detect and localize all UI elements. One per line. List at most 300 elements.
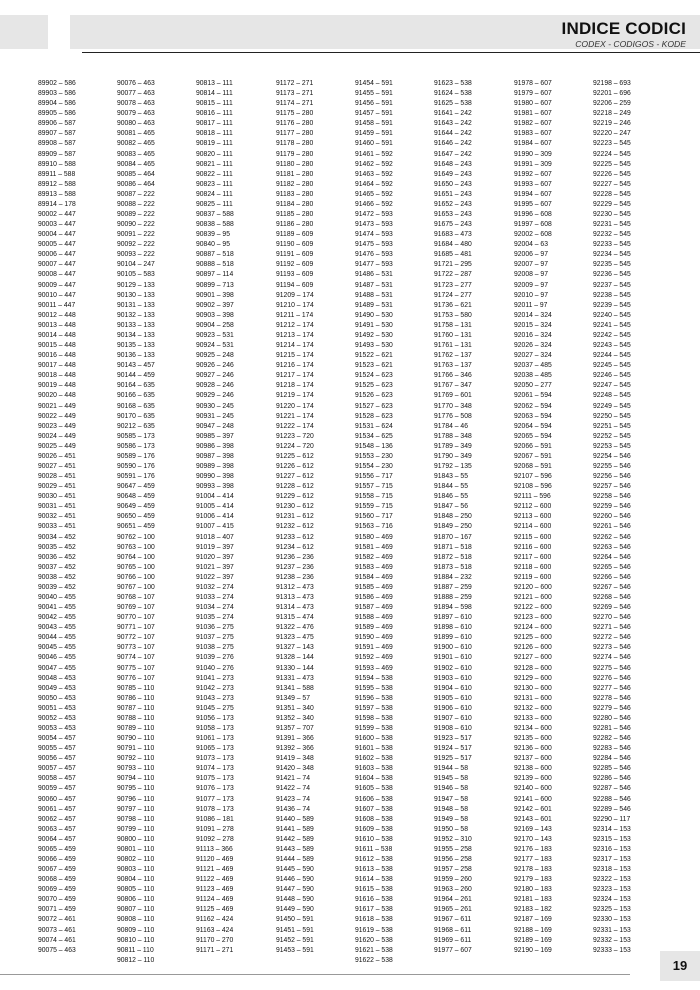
- index-entry: 91849 – 250: [434, 521, 472, 531]
- index-entry: 90786 – 110: [117, 692, 155, 702]
- index-entry: 90807 – 110: [117, 904, 155, 914]
- index-entry: 91392 – 366: [276, 743, 314, 753]
- index-entry: 90770 – 107: [117, 612, 155, 622]
- index-entry: 90789 – 110: [117, 723, 155, 732]
- index-entry: 91611 – 538: [355, 843, 393, 853]
- index-entry: 92245 – 545: [593, 360, 631, 370]
- index-entry: 91341 – 588: [276, 682, 314, 692]
- index-entry: 90019 – 448: [38, 380, 76, 390]
- index-entry: 91419 – 348: [276, 753, 314, 763]
- index-entry: 91977 – 607: [434, 944, 472, 954]
- index-entry: 91620 – 538: [355, 934, 393, 944]
- index-entry: 90015 – 448: [38, 340, 76, 350]
- index-entry: 92139 – 600: [514, 773, 552, 783]
- index-entry: 92236 – 545: [593, 269, 631, 279]
- index-entry: 91455 – 591: [355, 88, 393, 98]
- index-entry: 91473 – 593: [355, 219, 393, 229]
- index-entry: 91590 – 469: [355, 632, 393, 642]
- index-entry: 91887 – 259: [434, 581, 472, 591]
- index-entry: 92112 – 600: [514, 501, 552, 511]
- index-entry: 92176 – 183: [514, 843, 552, 853]
- index-entry: 91019 – 397: [196, 541, 234, 551]
- index-entry: 91601 – 538: [355, 743, 393, 753]
- index-entry: 92241 – 545: [593, 319, 631, 329]
- index-entry: 91589 – 469: [355, 622, 393, 632]
- index-entry: 92064 – 594: [514, 420, 552, 430]
- index-entry: 91179 – 280: [276, 148, 314, 158]
- index-entry: 90053 – 453: [38, 723, 76, 732]
- index-entry: 91061 – 173: [196, 733, 234, 743]
- index-entry: 91593 – 469: [355, 662, 393, 672]
- index-entry: 92006 – 97: [514, 249, 548, 259]
- index-entry: 91948 – 58: [434, 803, 468, 813]
- index-entry: 91173 – 271: [276, 88, 314, 98]
- index-entry: 92267 – 546: [593, 581, 631, 591]
- index-entry: 91615 – 538: [355, 884, 393, 894]
- index-entry: 92188 – 169: [514, 924, 552, 934]
- index-entry: 90768 – 107: [117, 591, 155, 601]
- index-entry: 91753 – 580: [434, 309, 472, 319]
- index-entry: 90087 – 222: [117, 188, 155, 198]
- index-entry: 92227 – 545: [593, 178, 631, 188]
- index-entry: 91466 – 592: [355, 198, 393, 208]
- index-entry: 92189 – 169: [514, 934, 552, 944]
- index-entry: 92128 – 600: [514, 662, 552, 672]
- index-entry: 91420 – 348: [276, 763, 314, 773]
- index-entry: 90143 – 457: [117, 360, 155, 370]
- index-entry: 92239 – 545: [593, 299, 631, 309]
- index-entry: 91650 – 243: [434, 178, 472, 188]
- index-entry: 90064 – 457: [38, 833, 76, 843]
- index-entry: 90069 – 459: [38, 884, 76, 894]
- page-subtitle: CODEX - CODIGOS - KODE: [575, 39, 686, 49]
- index-entry: 91945 – 58: [434, 773, 468, 783]
- index-entry: 91451 – 591: [276, 924, 314, 934]
- index-entry: 91313 – 473: [276, 591, 314, 601]
- index-entry: 91007 – 415: [196, 521, 234, 531]
- index-entry: 92169 – 143: [514, 823, 552, 833]
- index-entry: 92138 – 600: [514, 763, 552, 773]
- index-entry: 91957 – 258: [434, 864, 472, 874]
- index-entry: 91474 – 593: [355, 229, 393, 239]
- index-entry: 91585 – 469: [355, 581, 393, 591]
- index-entry: 90079 – 463: [117, 108, 155, 118]
- index-entry: 90585 – 173: [117, 430, 155, 440]
- index-entry: 91331 – 473: [276, 672, 314, 682]
- index-entry: 90033 – 451: [38, 521, 76, 531]
- index-entry: 92127 – 600: [514, 652, 552, 662]
- index-entry: 92137 – 600: [514, 753, 552, 763]
- index-entry: 90931 – 245: [196, 410, 234, 420]
- index-entry: 90806 – 110: [117, 894, 155, 904]
- index-entry: 91770 – 348: [434, 400, 472, 410]
- index-entry: 91121 – 469: [196, 864, 234, 874]
- index-entry: 91898 – 610: [434, 622, 472, 632]
- index-entry: 92065 – 594: [514, 430, 552, 440]
- index-entry: 92323 – 153: [593, 884, 631, 894]
- index-entry: 90821 – 111: [196, 158, 233, 168]
- index-entry: 91322 – 476: [276, 622, 314, 632]
- index-entry: 91603 – 538: [355, 763, 393, 773]
- index-entry: 91454 – 591: [355, 78, 393, 87]
- index-entry: 90816 – 111: [196, 108, 233, 118]
- index-entry: 91225 – 612: [276, 450, 314, 460]
- index-entry: 91608 – 538: [355, 813, 393, 823]
- index-entry: 89914 – 178: [38, 198, 76, 208]
- index-entry: 90091 – 222: [117, 229, 155, 239]
- index-entry: 90773 – 107: [117, 642, 155, 652]
- index-entry: 92125 – 600: [514, 632, 552, 642]
- index-entry: 90084 – 465: [117, 158, 155, 168]
- index-entry: 91613 – 538: [355, 864, 393, 874]
- index-entry: 91605 – 538: [355, 783, 393, 793]
- index-entry: 91120 – 469: [196, 854, 234, 864]
- index-entry: 91722 – 287: [434, 269, 472, 279]
- index-entry: 92261 – 546: [593, 521, 631, 531]
- index-entry: 91477 – 593: [355, 259, 393, 269]
- index-entry: 89902 – 586: [38, 78, 76, 87]
- index-entry: 91647 – 242: [434, 148, 472, 158]
- index-entry: 90838 – 588: [196, 219, 234, 229]
- index-entry: 92290 – 117: [593, 813, 631, 823]
- index-entry: 92232 – 545: [593, 229, 631, 239]
- index-entry: 91899 – 610: [434, 632, 472, 642]
- index-entry: 91219 – 174: [276, 390, 314, 400]
- index-entry: 92226 – 545: [593, 168, 631, 178]
- index-entry: 91113 – 366: [196, 843, 233, 853]
- index-entry: 90067 – 459: [38, 864, 76, 874]
- index-entry: 91964 – 261: [434, 894, 472, 904]
- index-entry: 91548 – 136: [355, 440, 393, 450]
- index-entry: 91557 – 715: [355, 481, 393, 491]
- index-entry: 91558 – 715: [355, 491, 393, 501]
- index-entry: 91523 – 621: [355, 360, 393, 370]
- index-entry: 91924 – 517: [434, 743, 472, 753]
- index-entry: 91453 – 591: [276, 944, 314, 954]
- index-entry: 90796 – 110: [117, 793, 155, 803]
- index-entry: 92062 – 594: [514, 400, 552, 410]
- index-entry: 92037 – 485: [514, 360, 552, 370]
- index-entry: 91580 – 469: [355, 531, 393, 541]
- index-entry: 91458 – 591: [355, 118, 393, 128]
- index-entry: 90797 – 110: [117, 803, 155, 813]
- index-entry: 91229 – 612: [276, 491, 314, 501]
- index-entry: 91604 – 538: [355, 773, 393, 783]
- index-entry: 91092 – 278: [196, 833, 234, 843]
- index-entry: 90068 – 459: [38, 874, 76, 884]
- index-entry: 92009 – 97: [514, 279, 548, 289]
- index-entry: 92190 – 169: [514, 944, 552, 954]
- index-entry: 92124 – 600: [514, 622, 552, 632]
- index-entry: 92332 – 153: [593, 934, 631, 944]
- index-entry: 92026 – 324: [514, 340, 552, 350]
- index-entry: 91969 – 611: [434, 934, 472, 944]
- index-entry: 91186 – 280: [276, 219, 314, 229]
- index-entry: 91463 – 592: [355, 168, 393, 178]
- index-entry: 90818 – 111: [196, 128, 233, 138]
- index-entry: 92141 – 600: [514, 793, 552, 803]
- index-entry: 92285 – 546: [593, 763, 631, 773]
- index-entry: 90070 – 459: [38, 894, 76, 904]
- index-entry: 91531 – 624: [355, 420, 393, 430]
- index-entry: 91040 – 276: [196, 662, 234, 672]
- index-entry: 90031 – 451: [38, 501, 76, 511]
- index-entry: 90819 – 111: [196, 138, 233, 148]
- index-entry: 90093 – 222: [117, 249, 155, 259]
- index-entry: 92317 – 153: [593, 854, 631, 864]
- index-entry: 90131 – 133: [117, 299, 155, 309]
- index-entry: 90929 – 246: [196, 390, 234, 400]
- index-entry: 92014 – 324: [514, 309, 552, 319]
- index-entry: 89906 – 587: [38, 118, 76, 128]
- index-entry: 91641 – 242: [434, 108, 472, 118]
- index-entry: 90763 – 100: [117, 541, 155, 551]
- index-entry: 90764 – 100: [117, 551, 155, 561]
- index-entry: 92225 – 545: [593, 158, 631, 168]
- index-entry: 91222 – 174: [276, 420, 314, 430]
- index-entry: 90076 – 463: [117, 78, 155, 87]
- index-entry: 90901 – 398: [196, 289, 234, 299]
- index-entry: 91215 – 174: [276, 350, 314, 360]
- index-entry: 91884 – 232: [434, 571, 472, 581]
- index-entry: 92183 – 182: [514, 904, 552, 914]
- index-entry: 90927 – 246: [196, 370, 234, 380]
- index-entry: 92322 – 153: [593, 874, 631, 884]
- index-entry: 90018 – 448: [38, 370, 76, 380]
- index-entry: 90794 – 110: [117, 773, 155, 783]
- index-entry: 90038 – 452: [38, 571, 76, 581]
- index-entry: 92258 – 546: [593, 491, 631, 501]
- index-entry: 90063 – 457: [38, 823, 76, 833]
- index-entry: 90810 – 110: [117, 934, 155, 944]
- index-entry: 91586 – 469: [355, 591, 393, 601]
- index-entry: 92288 – 546: [593, 793, 631, 803]
- index-entry: 91237 – 236: [276, 561, 314, 571]
- index-entry: 92107 – 596: [514, 471, 552, 481]
- index-entry: 91592 – 469: [355, 652, 393, 662]
- index-entry: 92068 – 591: [514, 460, 552, 470]
- index-entry: 90801 – 110: [117, 843, 155, 853]
- index-entry: 90035 – 452: [38, 541, 76, 551]
- index-entry: 90090 – 222: [117, 219, 155, 229]
- index-entry: 90021 – 449: [38, 400, 76, 410]
- index-entry: 91056 – 173: [196, 712, 234, 722]
- index-entry: 91216 – 174: [276, 360, 314, 370]
- index-entry: 90823 – 111: [196, 178, 233, 188]
- index-entry: 92276 – 546: [593, 672, 631, 682]
- index-entry: 91894 – 598: [434, 602, 472, 612]
- index-entry: 90056 – 457: [38, 753, 76, 763]
- index-entry: 92238 – 545: [593, 289, 631, 299]
- index-entry: 91597 – 538: [355, 702, 393, 712]
- index-entry: 91440 – 589: [276, 813, 314, 823]
- index-entry: 91847 – 56: [434, 501, 468, 511]
- index-entry: 90800 – 110: [117, 833, 155, 843]
- index-entry: 90771 – 107: [117, 622, 155, 632]
- index-entry: 91584 – 469: [355, 571, 393, 581]
- index-entry: 90010 – 447: [38, 289, 76, 299]
- index-entry: 92248 – 545: [593, 390, 631, 400]
- index-entry: 92252 – 545: [593, 430, 631, 440]
- index-column-5: [355, 78, 393, 965]
- index-entry: 90840 – 95: [196, 239, 230, 249]
- index-entry: 91978 – 607: [514, 78, 552, 87]
- index-entry: 90790 – 110: [117, 733, 155, 743]
- index-entry: 91006 – 414: [196, 511, 234, 521]
- index-entry: 92314 – 153: [593, 823, 631, 833]
- index-entry: 90062 – 457: [38, 813, 76, 823]
- index-entry: 91170 – 270: [196, 934, 234, 944]
- index-entry: 91595 – 538: [355, 682, 393, 692]
- index-entry: 92324 – 153: [593, 894, 631, 904]
- index-entry: 92262 – 546: [593, 531, 631, 541]
- index-entry: 90766 – 100: [117, 571, 155, 581]
- index-entry: 90904 – 258: [196, 319, 234, 329]
- index-entry: 91528 – 623: [355, 410, 393, 420]
- index-entry: 92111 – 596: [514, 491, 551, 501]
- index-entry: 91767 – 347: [434, 380, 472, 390]
- index-entry: 91189 – 609: [276, 229, 314, 239]
- index-entry: 90047 – 455: [38, 662, 76, 672]
- index-entry: 90017 – 448: [38, 360, 76, 370]
- index-entry: 91554 – 230: [355, 460, 393, 470]
- index-entry: 90130 – 133: [117, 289, 155, 299]
- index-entry: 91461 – 592: [355, 148, 393, 158]
- index-entry: 90088 – 222: [117, 198, 155, 208]
- index-entry: 90037 – 452: [38, 561, 76, 571]
- index-entry: 90005 – 447: [38, 239, 76, 249]
- index-entry: 90007 – 447: [38, 259, 76, 269]
- index-entry: 91624 – 538: [434, 88, 472, 98]
- index-entry: 91004 – 414: [196, 491, 234, 501]
- index-entry: 91459 – 591: [355, 128, 393, 138]
- index-entry: 90769 – 107: [117, 602, 155, 612]
- index-entry: 91591 – 469: [355, 642, 393, 652]
- index-entry: 91648 – 243: [434, 158, 472, 168]
- index-entry: 90030 – 451: [38, 491, 76, 501]
- index-entry: 89910 – 588: [38, 158, 76, 168]
- index-entry: 91761 – 131: [434, 340, 472, 350]
- index-entry: 90993 – 398: [196, 481, 234, 491]
- index-entry: 90002 – 447: [38, 209, 76, 219]
- index-entry: 91902 – 610: [434, 662, 472, 672]
- index-entry: 91844 – 55: [434, 481, 468, 491]
- index-entry: 90085 – 464: [117, 168, 155, 178]
- index-entry: 91982 – 607: [514, 118, 552, 128]
- index-entry: 91649 – 243: [434, 168, 472, 178]
- index-entry: 92179 – 183: [514, 874, 552, 884]
- index-entry: 90055 – 457: [38, 743, 76, 753]
- index-entry: 92117 – 600: [514, 551, 552, 561]
- index-entry: 90650 – 459: [117, 511, 155, 521]
- index-entry: 91643 – 242: [434, 118, 472, 128]
- footer-divider: [0, 974, 630, 975]
- index-entry: 90990 – 398: [196, 471, 234, 481]
- index-entry: 90011 – 447: [38, 299, 76, 309]
- index-entry: 91076 – 173: [196, 783, 234, 793]
- index-entry: 91599 – 538: [355, 723, 393, 732]
- index-entry: 90799 – 110: [117, 823, 155, 833]
- index-entry: 92181 – 183: [514, 894, 552, 904]
- index-entry: 91035 – 274: [196, 612, 234, 622]
- index-entry: 91949 – 58: [434, 813, 468, 823]
- index-entry: 91950 – 58: [434, 823, 468, 833]
- index-entry: 91870 – 167: [434, 531, 472, 541]
- index-entry: 92123 – 600: [514, 612, 552, 622]
- index-entry: 91563 – 716: [355, 521, 393, 531]
- index-entry: 91323 – 475: [276, 632, 314, 642]
- index-entry: 90803 – 110: [117, 864, 155, 874]
- index-entry: 91185 – 280: [276, 209, 314, 219]
- index-entry: 90168 – 635: [117, 400, 155, 410]
- index-entry: 89908 – 587: [38, 138, 76, 148]
- index-entry: 92143 – 601: [514, 813, 552, 823]
- index-entry: 90003 – 447: [38, 219, 76, 229]
- index-entry: 91312 – 473: [276, 581, 314, 591]
- index-entry: 91174 – 271: [276, 98, 314, 108]
- index-entry: 90793 – 110: [117, 763, 155, 773]
- index-entry: 90815 – 111: [196, 98, 233, 108]
- index-entry: 92130 – 600: [514, 682, 552, 692]
- index-entry: 90808 – 110: [117, 914, 155, 924]
- index-entry: 90930 – 245: [196, 400, 234, 410]
- index-entry: 90058 – 457: [38, 773, 76, 783]
- index-entry: 92246 – 545: [593, 370, 631, 380]
- index-entry: 90089 – 222: [117, 209, 155, 219]
- index-entry: 90809 – 110: [117, 924, 155, 934]
- index-entry: 91760 – 131: [434, 329, 472, 339]
- index-entry: 91422 – 74: [276, 783, 310, 793]
- index-entry: 90772 – 107: [117, 632, 155, 642]
- index-entry: 91352 – 340: [276, 712, 314, 722]
- index-entry: 90814 – 111: [196, 88, 233, 98]
- index-entry: 91946 – 58: [434, 783, 468, 793]
- index-entry: 91947 – 58: [434, 793, 468, 803]
- index-entry: 90016 – 448: [38, 350, 76, 360]
- index-entry: 91018 – 407: [196, 531, 234, 541]
- index-entry: 91475 – 593: [355, 239, 393, 249]
- index-entry: 90061 – 457: [38, 803, 76, 813]
- index-entry: 90839 – 95: [196, 229, 230, 239]
- index-entry: 91534 – 625: [355, 430, 393, 440]
- index-entry: 90051 – 453: [38, 702, 76, 712]
- index-entry: 91581 – 469: [355, 541, 393, 551]
- index-entry: 91181 – 280: [276, 168, 314, 178]
- index-entry: 90020 – 448: [38, 390, 76, 400]
- index-entry: 91527 – 623: [355, 400, 393, 410]
- index-entry: 90775 – 107: [117, 662, 155, 672]
- index-entry: 92118 – 600: [514, 561, 552, 571]
- index-entry: 91238 – 236: [276, 571, 314, 581]
- index-entry: 91490 – 530: [355, 309, 393, 319]
- index-entry: 90651 – 459: [117, 521, 155, 531]
- index-entry: 90170 – 635: [117, 410, 155, 420]
- index-entry: 92140 – 600: [514, 783, 552, 793]
- index-entry: 91224 – 720: [276, 440, 314, 450]
- index-entry: 92016 – 324: [514, 329, 552, 339]
- index-entry: 92254 – 546: [593, 450, 631, 460]
- index-entry: 91598 – 538: [355, 712, 393, 722]
- index-entry: 90804 – 110: [117, 874, 155, 884]
- index-entry: 90928 – 246: [196, 380, 234, 390]
- index-entry: 92289 – 546: [593, 803, 631, 813]
- index-entry: 90136 – 133: [117, 350, 155, 360]
- index-entry: 92277 – 546: [593, 682, 631, 692]
- index-entry: 91644 – 242: [434, 128, 472, 138]
- index-entry: 91685 – 481: [434, 249, 472, 259]
- index-entry: 91441 – 589: [276, 823, 314, 833]
- index-entry: 90947 – 248: [196, 420, 234, 430]
